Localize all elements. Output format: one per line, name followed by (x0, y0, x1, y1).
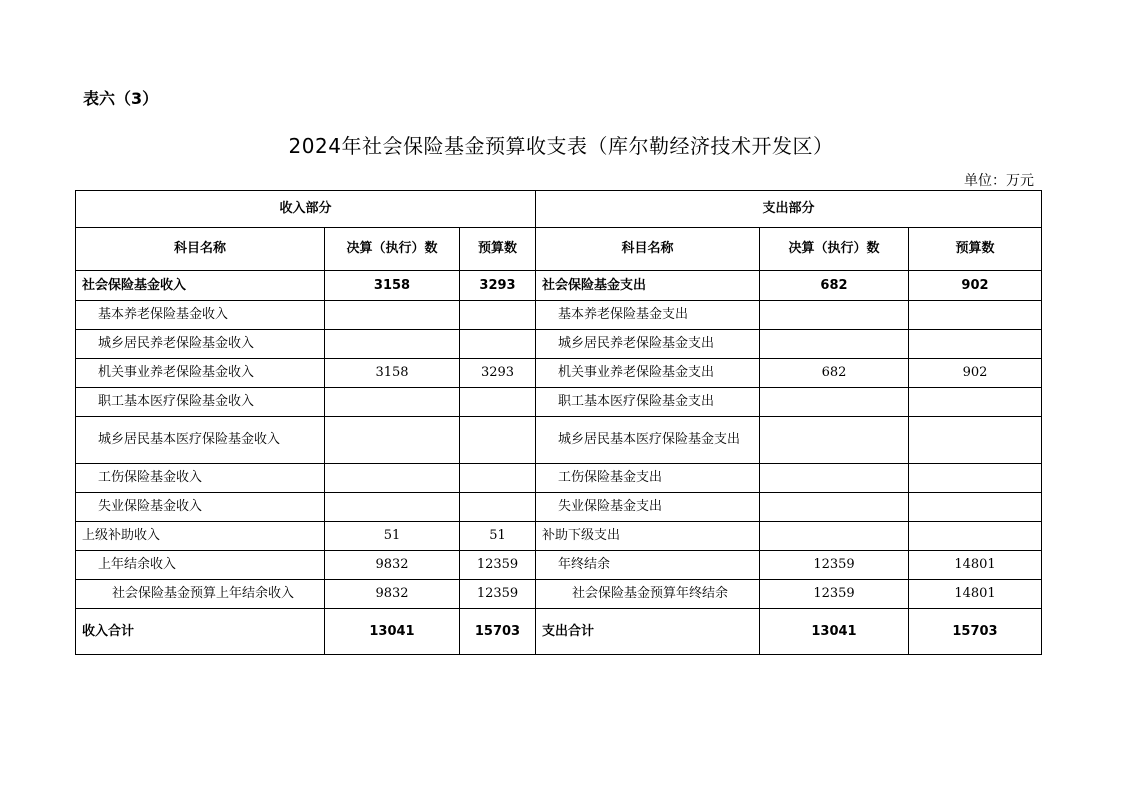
expense-actual-header: 决算（执行）数 (760, 228, 909, 271)
expense-actual: 682 (760, 359, 909, 388)
income-actual: 9832 (325, 551, 460, 580)
expense-name: 城乡居民基本医疗保险基金支出 (536, 417, 760, 464)
expense-name: 职工基本医疗保险基金支出 (536, 388, 760, 417)
table-row (76, 359, 1042, 388)
income-name: 社会保险基金收入 (76, 271, 325, 301)
income-budget (460, 330, 536, 359)
expense-total-budget: 15703 (909, 609, 1042, 655)
income-budget: 3293 (460, 271, 536, 301)
table-row (76, 580, 1042, 609)
expense-actual: 12359 (760, 551, 909, 580)
income-name: 城乡居民养老保险基金收入 (76, 330, 325, 359)
income-budget: 12359 (460, 580, 536, 609)
table-row (76, 522, 1042, 551)
income-name: 社会保险基金预算上年结余收入 (76, 580, 325, 609)
income-name: 工伤保险基金收入 (76, 464, 325, 493)
income-actual (325, 330, 460, 359)
expense-name: 社会保险基金预算年终结余 (536, 580, 760, 609)
income-actual (325, 464, 460, 493)
expense-name: 补助下级支出 (536, 522, 760, 551)
income-actual: 3158 (325, 271, 460, 301)
table-row (76, 330, 1042, 359)
income-name: 上年结余收入 (76, 551, 325, 580)
expense-actual (760, 301, 909, 330)
total-row (76, 609, 1042, 655)
income-total-label: 收入合计 (76, 609, 325, 655)
income-total-budget: 15703 (460, 609, 536, 655)
income-actual (325, 493, 460, 522)
expense-name: 社会保险基金支出 (536, 271, 760, 301)
income-name: 失业保险基金收入 (76, 493, 325, 522)
table-row (76, 271, 1042, 301)
expense-budget (909, 301, 1042, 330)
expense-total-label: 支出合计 (536, 609, 760, 655)
unit-note: 单位：万元 (964, 173, 1034, 189)
income-actual (325, 301, 460, 330)
income-name: 机关事业养老保险基金收入 (76, 359, 325, 388)
income-actual (325, 417, 460, 464)
income-budget (460, 301, 536, 330)
expense-budget (909, 388, 1042, 417)
expense-total-actual: 13041 (760, 609, 909, 655)
expense-name-header: 科目名称 (536, 228, 760, 271)
income-name: 城乡居民基本医疗保险基金收入 (76, 417, 325, 464)
table-row (76, 301, 1042, 330)
expense-name: 失业保险基金支出 (536, 493, 760, 522)
table-row (76, 417, 1042, 464)
income-actual: 9832 (325, 580, 460, 609)
income-actual: 3158 (325, 359, 460, 388)
income-section-header: 收入部分 (76, 191, 536, 228)
income-budget (460, 417, 536, 464)
expense-actual: 682 (760, 271, 909, 301)
income-name-header: 科目名称 (76, 228, 325, 271)
expense-actual (760, 388, 909, 417)
income-budget: 3293 (460, 359, 536, 388)
expense-name: 城乡居民养老保险基金支出 (536, 330, 760, 359)
budget-table (75, 190, 1042, 655)
expense-name: 机关事业养老保险基金支出 (536, 359, 760, 388)
income-budget: 12359 (460, 551, 536, 580)
expense-name: 年终结余 (536, 551, 760, 580)
income-budget (460, 493, 536, 522)
expense-section-header: 支出部分 (536, 191, 1042, 228)
table-row (76, 551, 1042, 580)
income-name: 职工基本医疗保险基金收入 (76, 388, 325, 417)
expense-actual (760, 464, 909, 493)
expense-budget: 902 (909, 271, 1042, 301)
expense-actual: 12359 (760, 580, 909, 609)
table-row (76, 493, 1042, 522)
expense-budget: 14801 (909, 551, 1042, 580)
income-actual: 51 (325, 522, 460, 551)
expense-budget (909, 522, 1042, 551)
expense-budget: 14801 (909, 580, 1042, 609)
expense-budget-header: 预算数 (909, 228, 1042, 271)
table-row (76, 464, 1042, 493)
expense-budget (909, 493, 1042, 522)
column-header-row (76, 228, 1042, 271)
section-header-row (76, 191, 1042, 228)
income-name: 基本养老保险基金收入 (76, 301, 325, 330)
expense-budget (909, 417, 1042, 464)
table-row (76, 388, 1042, 417)
income-actual-header: 决算（执行）数 (325, 228, 460, 271)
income-budget (460, 464, 536, 493)
table-label: 表六（3） (83, 89, 159, 108)
expense-actual (760, 493, 909, 522)
income-budget: 51 (460, 522, 536, 551)
expense-budget: 902 (909, 359, 1042, 388)
page-title: 2024年社会保险基金预算收支表（库尔勒经济技术开发区） (288, 134, 834, 158)
income-total-actual: 13041 (325, 609, 460, 655)
expense-budget (909, 464, 1042, 493)
expense-name: 工伤保险基金支出 (536, 464, 760, 493)
income-budget (460, 388, 536, 417)
expense-actual (760, 417, 909, 464)
expense-budget (909, 330, 1042, 359)
income-name: 上级补助收入 (76, 522, 325, 551)
expense-name: 基本养老保险基金支出 (536, 301, 760, 330)
income-actual (325, 388, 460, 417)
income-budget-header: 预算数 (460, 228, 536, 271)
expense-actual (760, 330, 909, 359)
expense-actual (760, 522, 909, 551)
